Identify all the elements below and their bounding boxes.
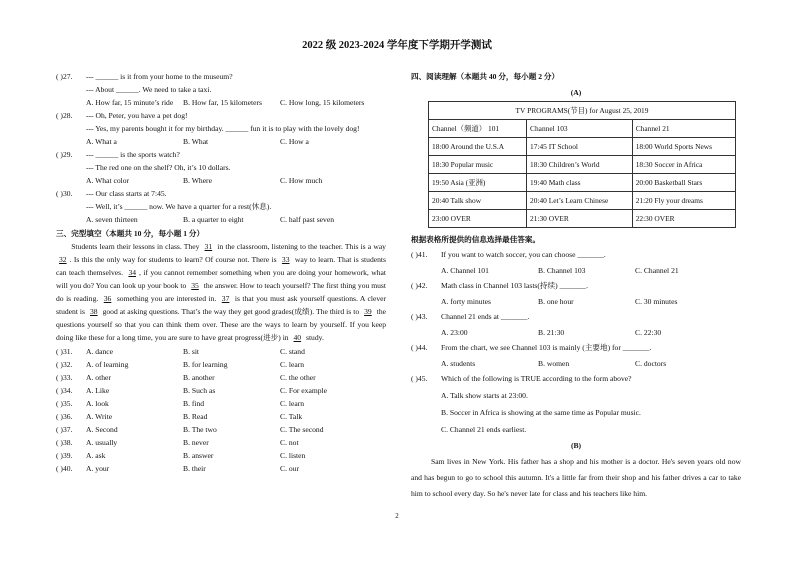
table-row <box>429 138 736 156</box>
question-number: ( )34. <box>56 386 73 395</box>
passage-b: Sam lives in New York. His father has a shop and his mother is a doctor. He's seven years old now and has begun to go to school this autumn. It's a little far from their shop and his father drives a car to take him to school every day. So he's never late for class and his teachers like him. <box>411 457 741 498</box>
option: C. 30 minutes <box>635 297 678 306</box>
question-number: ( )37. <box>56 425 73 434</box>
option-c: C. learn <box>280 360 305 369</box>
option-b: B. for learning <box>183 360 228 369</box>
option-b: B. their <box>183 464 206 473</box>
option: C. 22:30 <box>635 328 662 337</box>
table-cell: Channel 103 <box>527 120 633 138</box>
option: C. How long, 15 kilometers <box>280 98 365 107</box>
options-row <box>411 357 741 370</box>
option-b: B. answer <box>183 451 214 460</box>
option: C. Channel 21 <box>635 266 679 275</box>
option-a: A. Write <box>86 412 113 421</box>
option: A. students <box>441 359 476 368</box>
question-number: ( )31. <box>56 347 73 356</box>
question-item <box>411 248 741 277</box>
question-number: ( )38. <box>56 438 73 447</box>
right-column <box>411 70 741 502</box>
question-text: --- Our class starts at 7:45. <box>86 189 167 198</box>
table-cell: 20:00 Basketball Stars <box>632 174 735 192</box>
option-a: A. Talk show starts at 23:00. <box>441 391 528 400</box>
passage-indent <box>56 242 71 251</box>
blank-number: 36 <box>103 294 112 303</box>
table-cell: Channel 21 <box>632 120 735 138</box>
question-item <box>56 148 386 187</box>
blank-number: 34 <box>128 268 137 277</box>
option: B. Channel 103 <box>538 266 586 275</box>
option-a: A. usually <box>86 438 118 447</box>
question-item <box>56 109 386 148</box>
question-text: --- Well, it’s ______ now. We have a quarter for a rest(休息). <box>86 202 272 211</box>
blank-number: 31 <box>204 242 213 251</box>
option-b: B. Soccer in Africa is showing at the same time as Popular music. <box>441 408 641 417</box>
question-text: Which of the following is TRUE according to the form above? <box>441 374 632 383</box>
question-number: ( )40. <box>56 464 73 473</box>
question-item <box>56 187 386 226</box>
question-number <box>56 83 86 96</box>
cloze-option-row <box>56 423 386 436</box>
option-b: B. another <box>183 373 215 382</box>
question-45 <box>411 372 741 436</box>
option-a: A. Second <box>86 425 118 434</box>
blank-number: 40 <box>293 333 302 342</box>
cloze-passage <box>56 240 386 344</box>
options-row <box>56 174 386 187</box>
options-row <box>56 135 386 148</box>
table-row <box>429 210 736 228</box>
option: A. forty minutes <box>441 297 491 306</box>
option-c: C. For example <box>280 386 328 395</box>
blank-number: 39 <box>364 307 372 316</box>
question-number: ( )42. <box>411 281 428 290</box>
table-cell: 20:40 Let’s Learn Chinese <box>527 192 633 210</box>
cloze-option-row <box>56 345 386 358</box>
options-row <box>411 295 741 308</box>
passage-text: the answer. How to teach yourself? The first thing you must do is reading. <box>56 281 386 303</box>
option: A. What a <box>86 137 117 146</box>
option: B. What <box>183 137 209 146</box>
option-c: C. our <box>280 464 299 473</box>
option: C. How a <box>280 137 309 146</box>
tv-programs-table <box>428 101 736 228</box>
left-column <box>56 70 386 475</box>
option: B. women <box>538 359 570 368</box>
blank-number: 35 <box>191 281 199 290</box>
question-number <box>56 161 86 174</box>
option: C. half past seven <box>280 215 334 224</box>
option-b: B. The two <box>183 425 217 434</box>
option-c: C. not <box>280 438 299 447</box>
option: A. Channel 101 <box>441 266 489 275</box>
table-cell: 18:30 Children’s World <box>527 156 633 174</box>
options-row <box>411 264 741 277</box>
options-row <box>56 96 386 109</box>
option-b: B. find <box>183 399 205 408</box>
passage-text: , if you cannot remember something when you are doing your homework, what will you do? You can look up your book to <box>56 268 386 290</box>
question-number: ( )28. <box>56 111 73 120</box>
instruction: 根据表格所提供的信息选择最佳答案。 <box>411 235 541 244</box>
options-row <box>411 326 741 339</box>
question-item <box>411 341 741 370</box>
question-text: Math class in Channel 103 lasts(持续) _______. <box>441 281 589 290</box>
question-number: ( )45. <box>411 374 428 383</box>
table-cell: 21:20 Fly your dreams <box>632 192 735 210</box>
question-line <box>56 161 386 174</box>
cloze-option-row <box>56 358 386 371</box>
option-c: C. the other <box>280 373 316 382</box>
table-cell: 18:30 Soccer in Africa <box>632 156 735 174</box>
mc-questions-41-44 <box>411 248 741 370</box>
question-number: ( )32. <box>56 360 73 369</box>
passage-text: the questions yourself so that you can think them over. These are the ways to learn by yourself. If you keep doing like these for a long time, you are sure to have great progress(进步) in <box>56 307 386 342</box>
question-number: ( )29. <box>56 150 73 159</box>
question-number: ( )44. <box>411 343 428 352</box>
table-row <box>429 192 736 210</box>
option-b: B. never <box>183 438 209 447</box>
question-line <box>56 187 386 200</box>
question-number: ( )35. <box>56 399 73 408</box>
option-a: A. Like <box>86 386 110 395</box>
question-number: ( )43. <box>411 312 428 321</box>
table-cell: 18:30 Popular music <box>429 156 527 174</box>
question-number: ( )39. <box>56 451 73 460</box>
options-row <box>56 213 386 226</box>
cloze-options <box>56 345 386 475</box>
part-a-label: (A) <box>570 88 582 97</box>
question-text: --- The red one on the shelf? Oh, it’s 10 dollars. <box>86 163 231 172</box>
passage-text: something you are interested in. <box>114 294 219 303</box>
blank-number: 38 <box>90 307 98 316</box>
option-b: B. Such as <box>183 386 216 395</box>
option: B. a quarter to eight <box>183 215 244 224</box>
question-text: Channel 21 ends at _______. <box>441 312 530 321</box>
cloze-option-row <box>56 436 386 449</box>
option: C. doctors <box>635 359 667 368</box>
table-caption-row <box>429 102 736 120</box>
passage-text: in the classroom, listening to the teacher. This is a way <box>215 242 386 251</box>
section-four-heading: 四、阅读理解（本题共 40 分，每小题 2 分） <box>411 72 560 81</box>
table-cell: 18:00 Around the U.S.A <box>429 138 527 156</box>
option: A. 23:00 <box>441 328 468 337</box>
cloze-option-row <box>56 397 386 410</box>
option-a: A. other <box>86 373 111 382</box>
option-c: C. Channel 21 ends earliest. <box>441 425 527 434</box>
option-a: A. your <box>86 464 110 473</box>
question-number: ( )36. <box>56 412 73 421</box>
option: B. How far, 15 kilometers <box>183 98 262 107</box>
cloze-option-row <box>56 371 386 384</box>
table-cell: 17:45 IT School <box>527 138 633 156</box>
option-b: B. Read <box>183 412 208 421</box>
table-row <box>429 120 736 138</box>
passage-text: way to learn. That is students can teach themselves. <box>56 255 386 277</box>
option: B. Where <box>183 176 212 185</box>
question-text: --- ______ is the sports watch? <box>86 150 180 159</box>
question-line <box>56 83 386 96</box>
page-title: 2022 级 2023-2024 学年度下学期开学测试 <box>302 40 492 51</box>
option-c: C. stand <box>280 347 305 356</box>
passage-text: good at asking questions. That’s the way they get good grades(成绩). The third is to <box>100 307 362 316</box>
question-line <box>56 70 386 83</box>
option-c: C. listen <box>280 451 306 460</box>
question-line <box>56 148 386 161</box>
table-cell: 18:00 World Sports News <box>632 138 735 156</box>
passage-text: is that you must ask yourself questions. A clever student is <box>56 294 387 316</box>
passage-text: . Is this the only way for students to learn? Of course not. There is <box>69 255 279 264</box>
question-number: ( )33. <box>56 373 73 382</box>
blank-number: 37 <box>221 294 230 303</box>
question-line <box>411 310 741 323</box>
question-number: ( )27. <box>56 72 73 81</box>
table-row <box>429 156 736 174</box>
option: C. How much <box>280 176 323 185</box>
cloze-option-row <box>56 462 386 475</box>
table-cell: Channel（频道） 101 <box>429 120 527 138</box>
question-text: --- Yes, my parents bought it for my birthday. ______ fun it is to play with the lovely dog! <box>86 124 360 133</box>
table-cell: 23:00 OVER <box>429 210 527 228</box>
question-number <box>56 200 86 213</box>
blank-number: 32 <box>59 255 67 264</box>
option-c: C. Talk <box>280 412 303 421</box>
blank-number: 33 <box>281 255 290 264</box>
table-caption: TV PROGRAMS(节目) for August 25, 2019 <box>429 102 736 120</box>
option-a: A. ask <box>86 451 106 460</box>
section-three-heading: 三、完型填空（本题共 10 分，每小题 1 分） <box>56 229 205 238</box>
option: A. What color <box>86 176 130 185</box>
option: B. 21:30 <box>538 328 565 337</box>
question-text: If you want to watch soccer, you can choose _______. <box>441 250 606 259</box>
question-text: From the chart, we see Channel 103 is mainly (主要地) for _______. <box>441 343 652 352</box>
question-line <box>411 279 741 292</box>
option-c: C. The second <box>280 425 324 434</box>
page-number: 2 <box>395 512 399 520</box>
table-cell: 19:40 Math class <box>527 174 633 192</box>
table-row <box>429 174 736 192</box>
cloze-option-row <box>56 449 386 462</box>
passage-text: study. <box>304 333 324 342</box>
option-a: A. dance <box>86 347 113 356</box>
question-line <box>411 248 741 261</box>
option: A. seven thirteen <box>86 215 138 224</box>
question-line <box>56 109 386 122</box>
question-text: --- About ______. We need to take a taxi. <box>86 85 212 94</box>
option: A. How far, 15 minute’s ride <box>86 98 174 107</box>
question-item <box>56 70 386 109</box>
question-item <box>411 279 741 308</box>
option: B. one hour <box>538 297 574 306</box>
cloze-option-row <box>56 384 386 397</box>
part-b-label: (B) <box>570 441 582 450</box>
mc-questions-27-30 <box>56 70 386 226</box>
question-line <box>56 122 386 135</box>
question-number <box>56 122 86 135</box>
table-cell: 22:30 OVER <box>632 210 735 228</box>
table-cell: 21:30 OVER <box>527 210 633 228</box>
passage-text: Students learn their lessons in class. They <box>71 242 202 251</box>
option-a: A. look <box>86 399 109 408</box>
option-c: C. learn <box>280 399 305 408</box>
question-text: --- Oh, Peter, you have a pet dog! <box>86 111 188 120</box>
question-line <box>56 200 386 213</box>
table-cell: 19:50 Asia (亚洲) <box>429 174 527 192</box>
question-item <box>411 310 741 339</box>
question-number: ( )30. <box>56 189 73 198</box>
table-cell: 20:40 Talk show <box>429 192 527 210</box>
option-b: B. sit <box>183 347 200 356</box>
question-text: --- ______ is it from your home to the museum? <box>86 72 233 81</box>
option-a: A. of learning <box>86 360 129 369</box>
cloze-option-row <box>56 410 386 423</box>
question-line <box>411 341 741 354</box>
question-number: ( )41. <box>411 250 428 259</box>
